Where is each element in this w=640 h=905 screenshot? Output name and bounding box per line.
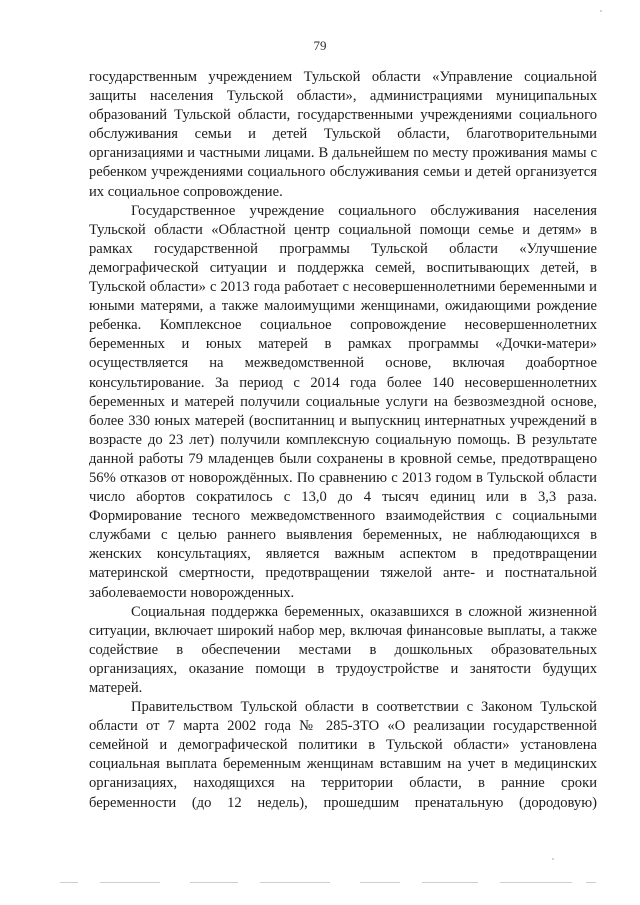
page-number: 79	[313, 38, 327, 53]
paragraph-4: Правительством Тульской области в соответствии с Законом Тульской области от 7 марта 2002 года № 285-ЗТО «О реализации государственной семейной и демографической политики в Тульской области» установлена социальная выплата беременным женщинам вставшим на учет в медицинских организациях, находящихся на территории области, в ранние сроки беременности (до 12 недель), прошедшим пренатальную (дородовую)	[89, 699, 597, 811]
scan-footer-artifact	[60, 880, 600, 886]
scan-speck	[600, 10, 602, 12]
paragraph-1: государственным учреждением Тульской области «Управление социальной защиты населения Тульской области», администрациями муниципальных образований Тульской области, государственными учреждениями социального обслуживания семьи и детей Тульской области, благотворительными организациями и частными лицами. В дальнейшем по месту проживания мамы с ребенком учреждениями социального обслуживания семьи и детей организуется их социальное сопровождение.	[89, 69, 597, 200]
body-text	[89, 68, 597, 813]
scan-speck	[552, 858, 554, 860]
paragraph-2: Государственное учреждение социального обслуживания населения Тульской области «Областной центр социальной помощи семье и детям» в рамках государственной программы Тульской области «Улучшение демографической ситуации и поддержка семей, воспитывающих детей, в Тульской области» с 2013 года работает с несовершеннолетними беременными и юными матерями, а также малоимущими женщинами, ожидающими рождение ребенка. Комплексное социальное сопровождение несовершеннолетних беременных и юных матерей в рамках программы «Дочки-матери» осуществляется на межведомственной основе, включая доабортное консультирование. За период с 2014 года более 140 несовершеннолетних беременных и матерей получили социальные услуги на безвозмездной основе, более 330 юных матерей (воспитанниц и выпускниц интернатных учреждений в возрасте до 23 лет) получили комплексную социальную помощь. В результате данной работы 79 младенцев были сохранены в кровной семье, предотвращено 56% отказов от новорождённых. По сравнению с 2013 годом в Тульской области число абортов сократилось с 13,0 до 4 тысяч единиц или в 3,3 раза. Формирование тесного межведомственного взаимодействия с социальными службами с целью раннего выявления беременных, не наблюдающихся в женских консультациях, является важным аспектом в предотвращении материнской смертности, предотвращении тяжелой анте- и постнатальной заболеваемости новорожденных.	[89, 202, 597, 601]
paragraph-3: Социальная поддержка беременных, оказавшихся в сложной жизненной ситуации, включает широкий набор мер, включая финансовые выплаты, а также содействие в обеспечении местами в дошкольных образовательных организациях, оказание помощи в трудоустройстве и занятости будущих матерей.	[89, 603, 597, 696]
